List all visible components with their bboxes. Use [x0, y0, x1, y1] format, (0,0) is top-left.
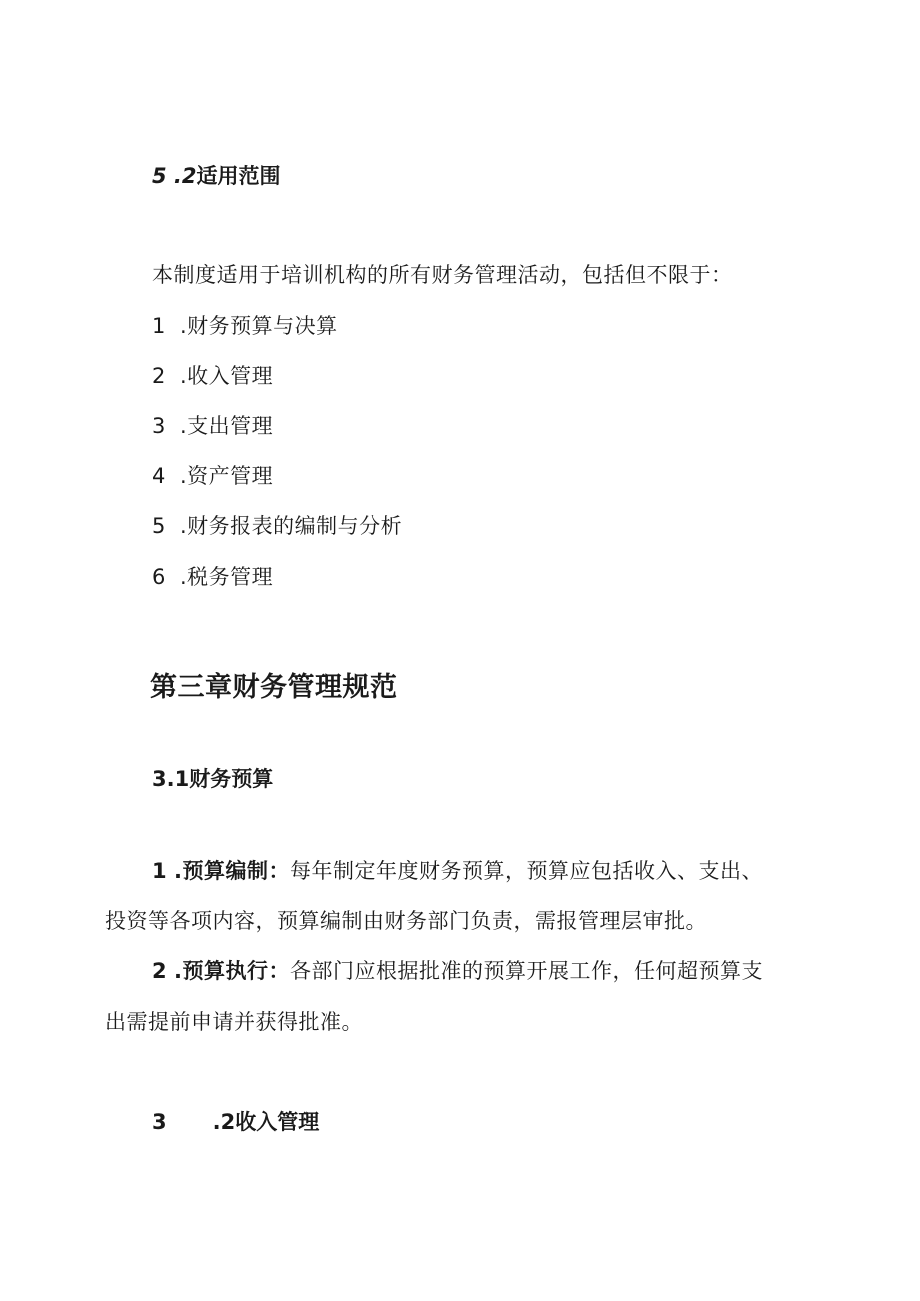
budget-item-text: 各部门应根据批准的预算开展工作，任何超预算支	[289, 959, 763, 983]
budget-item-line	[152, 855, 763, 885]
list-item	[152, 561, 273, 591]
section-heading-scope	[152, 160, 281, 190]
section-number: 3.1	[152, 767, 190, 791]
scope-intro: 本制度适用于培训机构的所有财务管理活动，包括但不限于：	[152, 263, 733, 287]
section-number: 5 .2	[152, 164, 197, 188]
section-heading-budget	[152, 763, 273, 793]
section-number: 3	[152, 1110, 167, 1134]
list-item-text: .税务管理	[180, 565, 274, 589]
list-item	[152, 510, 402, 540]
section-number-suffix: .2	[212, 1110, 236, 1134]
list-item	[152, 360, 273, 390]
budget-item-continuation: 投资等各项内容，预算编制由财务部门负责，需报管理层审批。	[105, 909, 707, 933]
chapter-title: 第三章财务管理规范	[150, 672, 398, 703]
list-item-text: .财务预算与决算	[180, 314, 338, 338]
section-title: 财务预算	[189, 767, 274, 791]
budget-item-text: 每年制定年度财务预算，预算应包括收入、支出、	[289, 859, 763, 883]
list-item-number: 6	[152, 565, 166, 589]
list-item-text: .收入管理	[180, 364, 274, 388]
list-item-number: 3	[152, 414, 166, 438]
list-item-text: .支出管理	[180, 414, 274, 438]
section-title: 收入管理	[235, 1110, 320, 1134]
budget-item-label: .预算编制：	[174, 859, 290, 883]
budget-item-number: 2	[152, 959, 168, 983]
list-item-text: .资产管理	[180, 464, 274, 488]
budget-item-label: .预算执行：	[174, 959, 290, 983]
budget-item-continuation: 出需提前申请并获得批准。	[105, 1010, 363, 1034]
budget-item-number: 1	[152, 859, 168, 883]
section-title: 适用范围	[196, 164, 281, 188]
budget-item-line	[152, 955, 763, 985]
list-item-number: 4	[152, 464, 166, 488]
list-item-text: .财务报表的编制与分析	[180, 514, 403, 538]
list-item	[152, 310, 338, 340]
list-item-number: 5	[152, 514, 166, 538]
list-item-number: 1	[152, 314, 166, 338]
list-item	[152, 410, 273, 440]
list-item-number: 2	[152, 364, 166, 388]
section-heading-income	[152, 1106, 319, 1136]
list-item	[152, 460, 273, 490]
